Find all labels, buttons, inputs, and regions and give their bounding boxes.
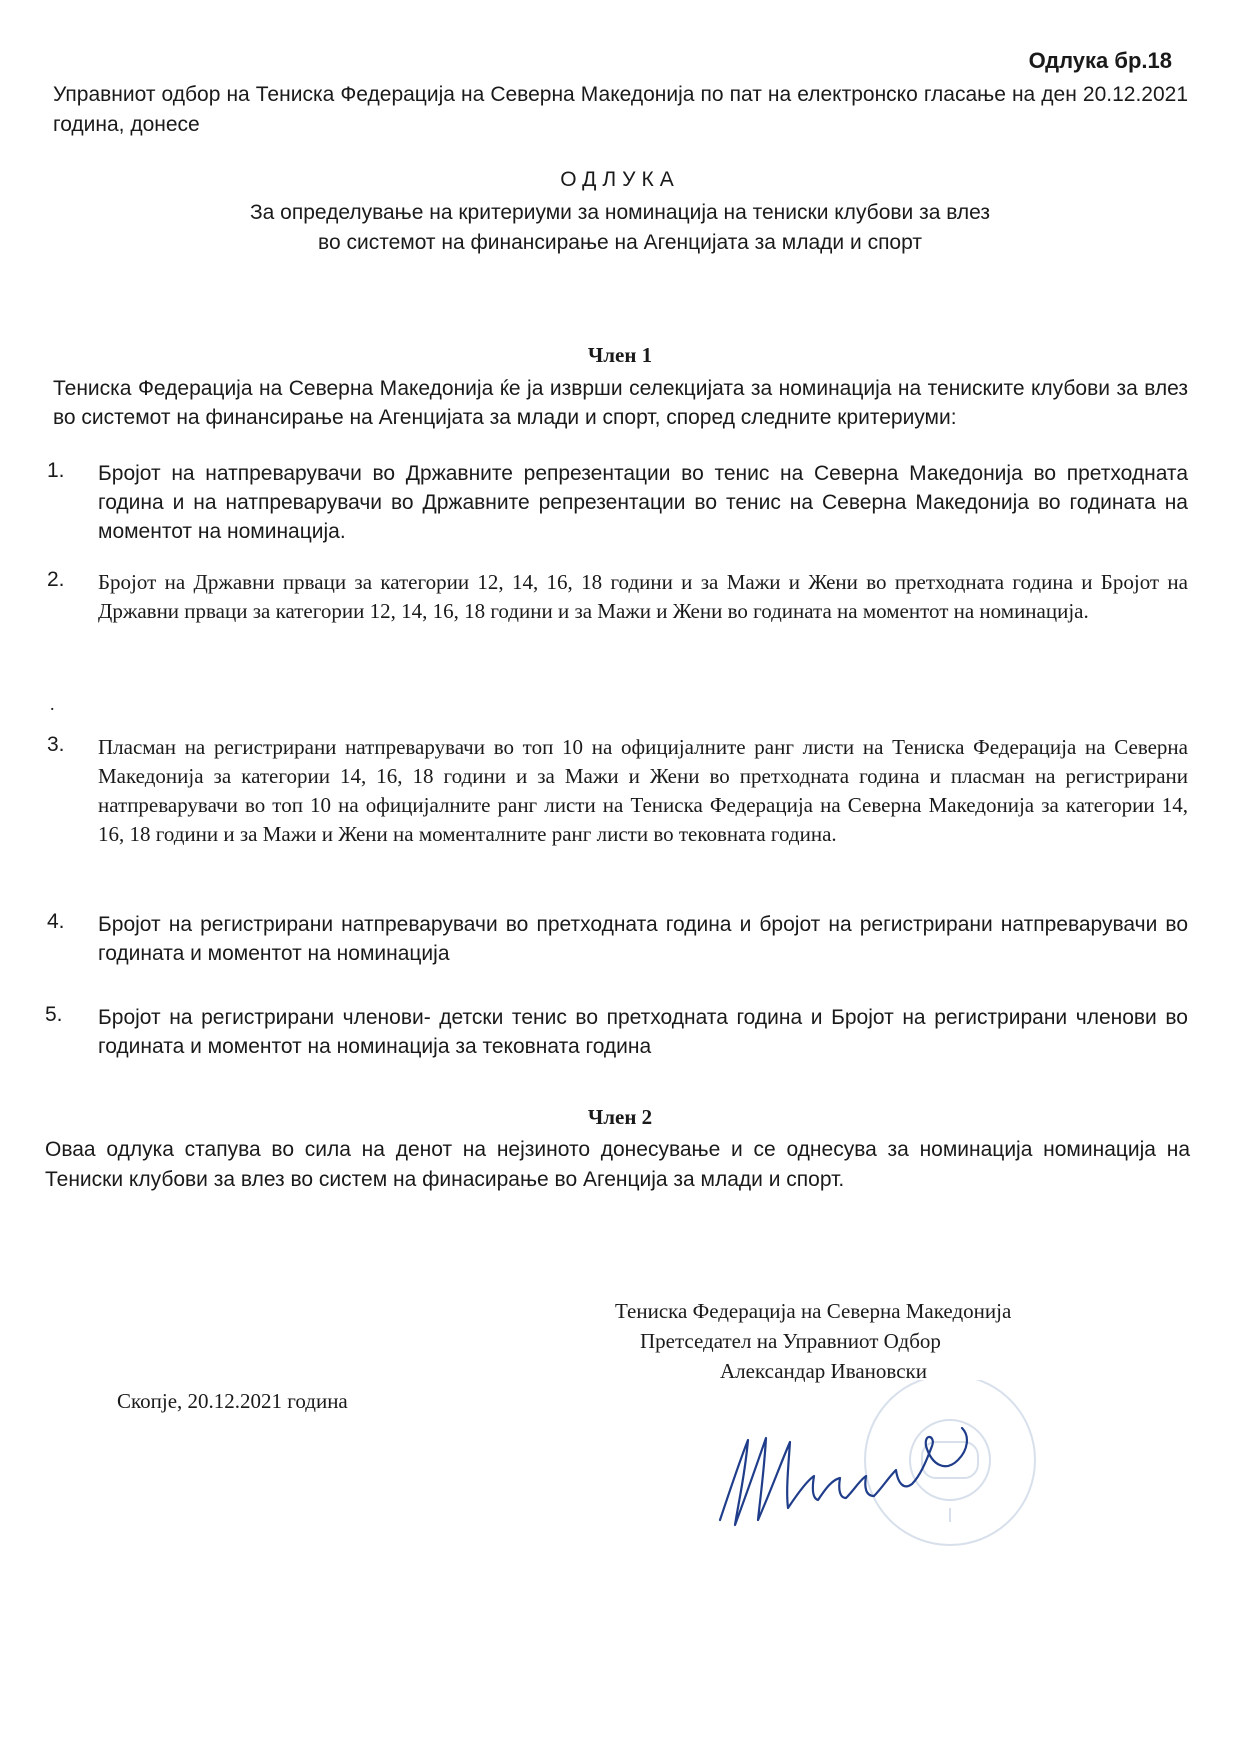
decision-number: Одлука бр.18 — [1028, 48, 1172, 73]
signature-and-stamp — [700, 1380, 1060, 1580]
signature-block — [560, 1296, 1120, 1386]
article-1-heading: Член 1 — [587, 343, 653, 367]
criterion-number: 3. — [47, 733, 65, 756]
intro-paragraph: Управниот одбор на Тениска Федерација на Северна Македонија по пат на електронско гласање на ден 20.12.2021 година, донесе — [53, 83, 1188, 136]
signatory-name: Александар Ивановски — [720, 1359, 927, 1383]
criterion-text: Бројот на Државни прваци за категории 12, 14, 16, 18 години и за Мажи и Жени во претходната година и Бројот на Државни прваци за категории 12, 14, 16, 18 години и за Мажи и Жени во годината на моментот на номинација. — [98, 570, 1188, 623]
document-subtitle — [170, 198, 1070, 258]
stray-dot: . — [50, 694, 55, 714]
criterion-text: Бројот на натпреварувачи во Државните репрезентации во тенис на Северна Македонија во претходната година и на натпреварувачи во Државните репрезентации во тенис на Северна Македонија во годината на моментот на номинација. — [98, 462, 1188, 543]
criterion-text: Бројот на регистрирани членови- детски тенис во претходната година и Бројот на регистрирани членови во годината и моментот на номинација за тековната година — [98, 1006, 1188, 1058]
criterion-number: 5. — [45, 1003, 63, 1026]
place-and-date: Скопје, 20.12.2021 година — [117, 1389, 348, 1413]
subtitle-line-1: За определување на критериуми за номинација на тениски клубови за влез — [249, 201, 991, 224]
document-title: ОДЛУКА — [560, 168, 680, 191]
criterion-number: 1. — [47, 459, 65, 482]
article-2-heading: Член 2 — [587, 1105, 653, 1129]
signatory-role: Претседател на Управниот Одбор — [640, 1329, 941, 1353]
criterion-text: Бројот на регистрирани натпреварувачи во претходната година и бројот на регистрирани натпреварувачи во годината и моментот на номинација — [98, 913, 1188, 965]
article-2-body: Оваа одлука стапува во сила на денот на нејзиното донесување и се однесува за номинација номинација на Тениски клубови за влез во систем на финасирање во Агенција за млади и спорт. — [45, 1138, 1190, 1191]
subtitle-line-2: во системот на финансирање на Агенцијата за млади и спорт — [318, 231, 922, 254]
signatory-organization: Тениска Федерација на Северна Македонија — [615, 1299, 1012, 1323]
criterion-number: 4. — [47, 910, 65, 933]
stamp-icon — [865, 1380, 1035, 1545]
article-1-body: Тениска Федерација на Северна Македонија ќе ја изврши селекцијата за номинација на тениските клубови за влез во системот на финансирање на Агенцијата за млади и спорт, според следните критериуми: — [53, 377, 1188, 429]
criterion-text: Пласман на регистрирани натпреварувачи во топ 10 на официјалните ранг листи на Тениска Федерација на Северна Македонија за категории 14, 16, 18 години и за Мажи и Жени во претходната година и пласман на регистрирани натпреварувачи во топ 10 на официјалните ранг листи на Тениска Федерација на Северна Македонија за категории 14, 16, 18 години и за Мажи и Жени на моменталните ранг листи во тековната година. — [98, 735, 1188, 846]
criterion-number: 2. — [47, 568, 65, 591]
